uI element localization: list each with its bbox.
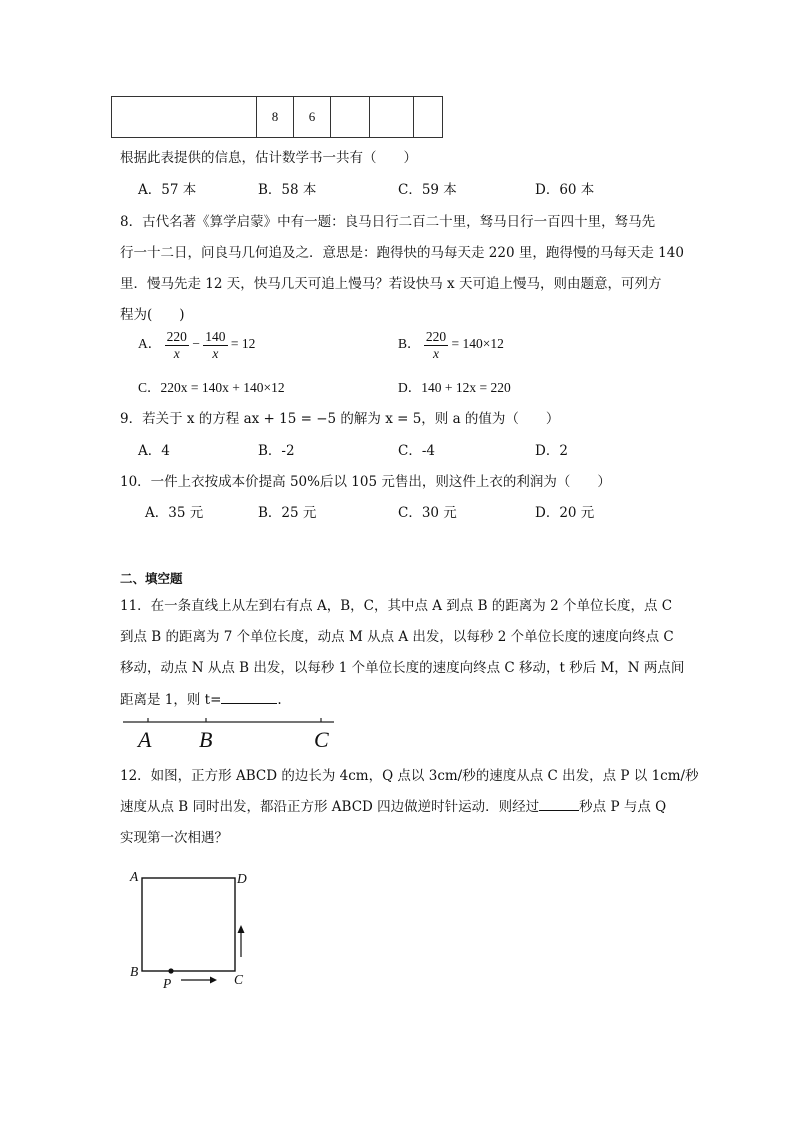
equation-rest: = 12: [230, 336, 256, 352]
question-8-line-1: 8．古代名著《算学启蒙》中有一题：良马日行二百二十里，驽马日行一百四十里，驽马先: [120, 214, 656, 230]
square-abcd: [142, 878, 235, 971]
equation: 220x = 140x + 140×12: [160, 380, 285, 395]
question-12-line-3: 实现第一次相遇？: [120, 830, 228, 846]
question-11-line-1: 11．在一条直线上从左到右有点 A，B，C，其中点 A 到点 B 的距离为 2 个单位长度，点 C: [120, 598, 673, 614]
answer-blank[interactable]: [221, 691, 277, 704]
table-cell: [112, 97, 257, 138]
question-9-stem: 9．若关于 x 的方程 ax + 15 = −5 的解为 x = 5，则 a 的值为（ ）: [120, 411, 560, 427]
question-10-stem: 10．一件上衣按成本价提高 50%后以 105 元售出，则这件上衣的利润为（ ）: [120, 474, 611, 490]
line-text: .: [277, 692, 282, 708]
question-11-line-2: 到点 B 的距离为 7 个单位长度，动点 M 从点 A 出发，以每秒 2 个单位长度的速度向终点 C: [120, 629, 674, 645]
question-12-line-2: [120, 795, 666, 815]
data-table: [111, 96, 443, 138]
point-b-label: B: [199, 727, 213, 752]
line-text: 秒点 P 与点 Q: [579, 799, 667, 815]
point-c-label: C: [314, 727, 329, 752]
vertex-b-label: B: [130, 964, 139, 979]
question-8-line-4: 程为( ): [120, 307, 185, 323]
option-label: D．: [398, 380, 422, 395]
table-cell: [414, 97, 443, 138]
numerator: 220: [425, 329, 447, 344]
denominator: x: [433, 345, 440, 361]
q7-option-c: C．59 本: [398, 182, 457, 198]
number-line: [120, 712, 340, 732]
vertex-a-label: A: [130, 869, 139, 884]
fraction: [203, 329, 227, 361]
fraction: [424, 329, 448, 361]
q9-option-a: A．4: [138, 443, 170, 459]
arrow-right-head-icon: [210, 977, 217, 984]
question-7-stem: 根据此表提供的信息，估计数学书一共有（ ）: [120, 150, 417, 166]
table-cell: [370, 97, 414, 138]
vertex-d-label: D: [237, 871, 247, 886]
q8-option-b: [398, 329, 504, 361]
fraction: [165, 329, 189, 361]
denominator: x: [173, 345, 180, 361]
q10-option-b: B．25 元: [258, 505, 317, 521]
question-11-line-4: [120, 688, 282, 708]
table-cell: 8: [257, 97, 294, 138]
option-label: B．: [398, 336, 421, 352]
table-row: [112, 97, 443, 138]
minus-sign: −: [192, 336, 200, 352]
question-11-line-3: 移动，动点 N 从点 B 出发，以每秒 1 个单位长度的速度向终点 C 移动，t 秒后 M，N 两点间: [120, 660, 685, 676]
numerator: 140: [205, 329, 226, 344]
point-p-dot: [168, 968, 173, 973]
q8-option-c: [138, 376, 285, 396]
table-cell: 6: [294, 97, 331, 138]
vertex-c-label: C: [234, 972, 244, 987]
point-p-label: P: [163, 976, 172, 991]
equation: 140 + 12x = 220: [421, 380, 511, 395]
table-cell: [331, 97, 370, 138]
q7-option-d: D．60 本: [535, 182, 595, 198]
q8-option-a: [138, 329, 255, 361]
q10-option-a: A．35 元: [145, 505, 204, 521]
q7-option-a: A．57 本: [138, 182, 197, 198]
line-text: 速度从点 B 同时出发，都沿正方形 ABCD 四边做逆时针运动．则经过: [120, 799, 540, 815]
equation-rest: = 140×12: [451, 336, 504, 352]
q9-option-c: C．-4: [398, 443, 435, 459]
q9-option-d: D．2: [535, 443, 568, 459]
option-label: A．: [138, 336, 162, 352]
denominator: x: [212, 345, 219, 361]
section-title: 二、填空题: [120, 571, 183, 586]
q9-option-b: B．-2: [258, 443, 295, 459]
question-8-line-2: 行一十二日，问良马几何追及之．意思是：跑得快的马每天走 220 里，跑得慢的马每天走 140: [120, 245, 684, 261]
answer-blank[interactable]: [539, 798, 579, 811]
question-8-line-3: 里．慢马先走 12 天，快马几天可追上慢马？若设快马 x 天可追上慢马，则由题意，可列方: [120, 276, 662, 292]
numerator: 220: [166, 329, 187, 344]
point-a-label: A: [138, 727, 152, 752]
q10-option-d: D．20 元: [535, 505, 595, 521]
q8-option-d: [398, 376, 511, 396]
option-label: C．: [138, 380, 161, 395]
q10-option-c: C．30 元: [398, 505, 457, 521]
q7-option-b: B．58 本: [258, 182, 317, 198]
arrow-up-head-icon: [238, 925, 245, 933]
line-text: 距离是 1，则 t=: [120, 692, 222, 708]
question-12-line-1: 12．如图，正方形 ABCD 的边长为 4cm，Q 点以 3cm/秒的速度从点 C 出发，点 P 以 1cm/秒: [120, 768, 699, 784]
